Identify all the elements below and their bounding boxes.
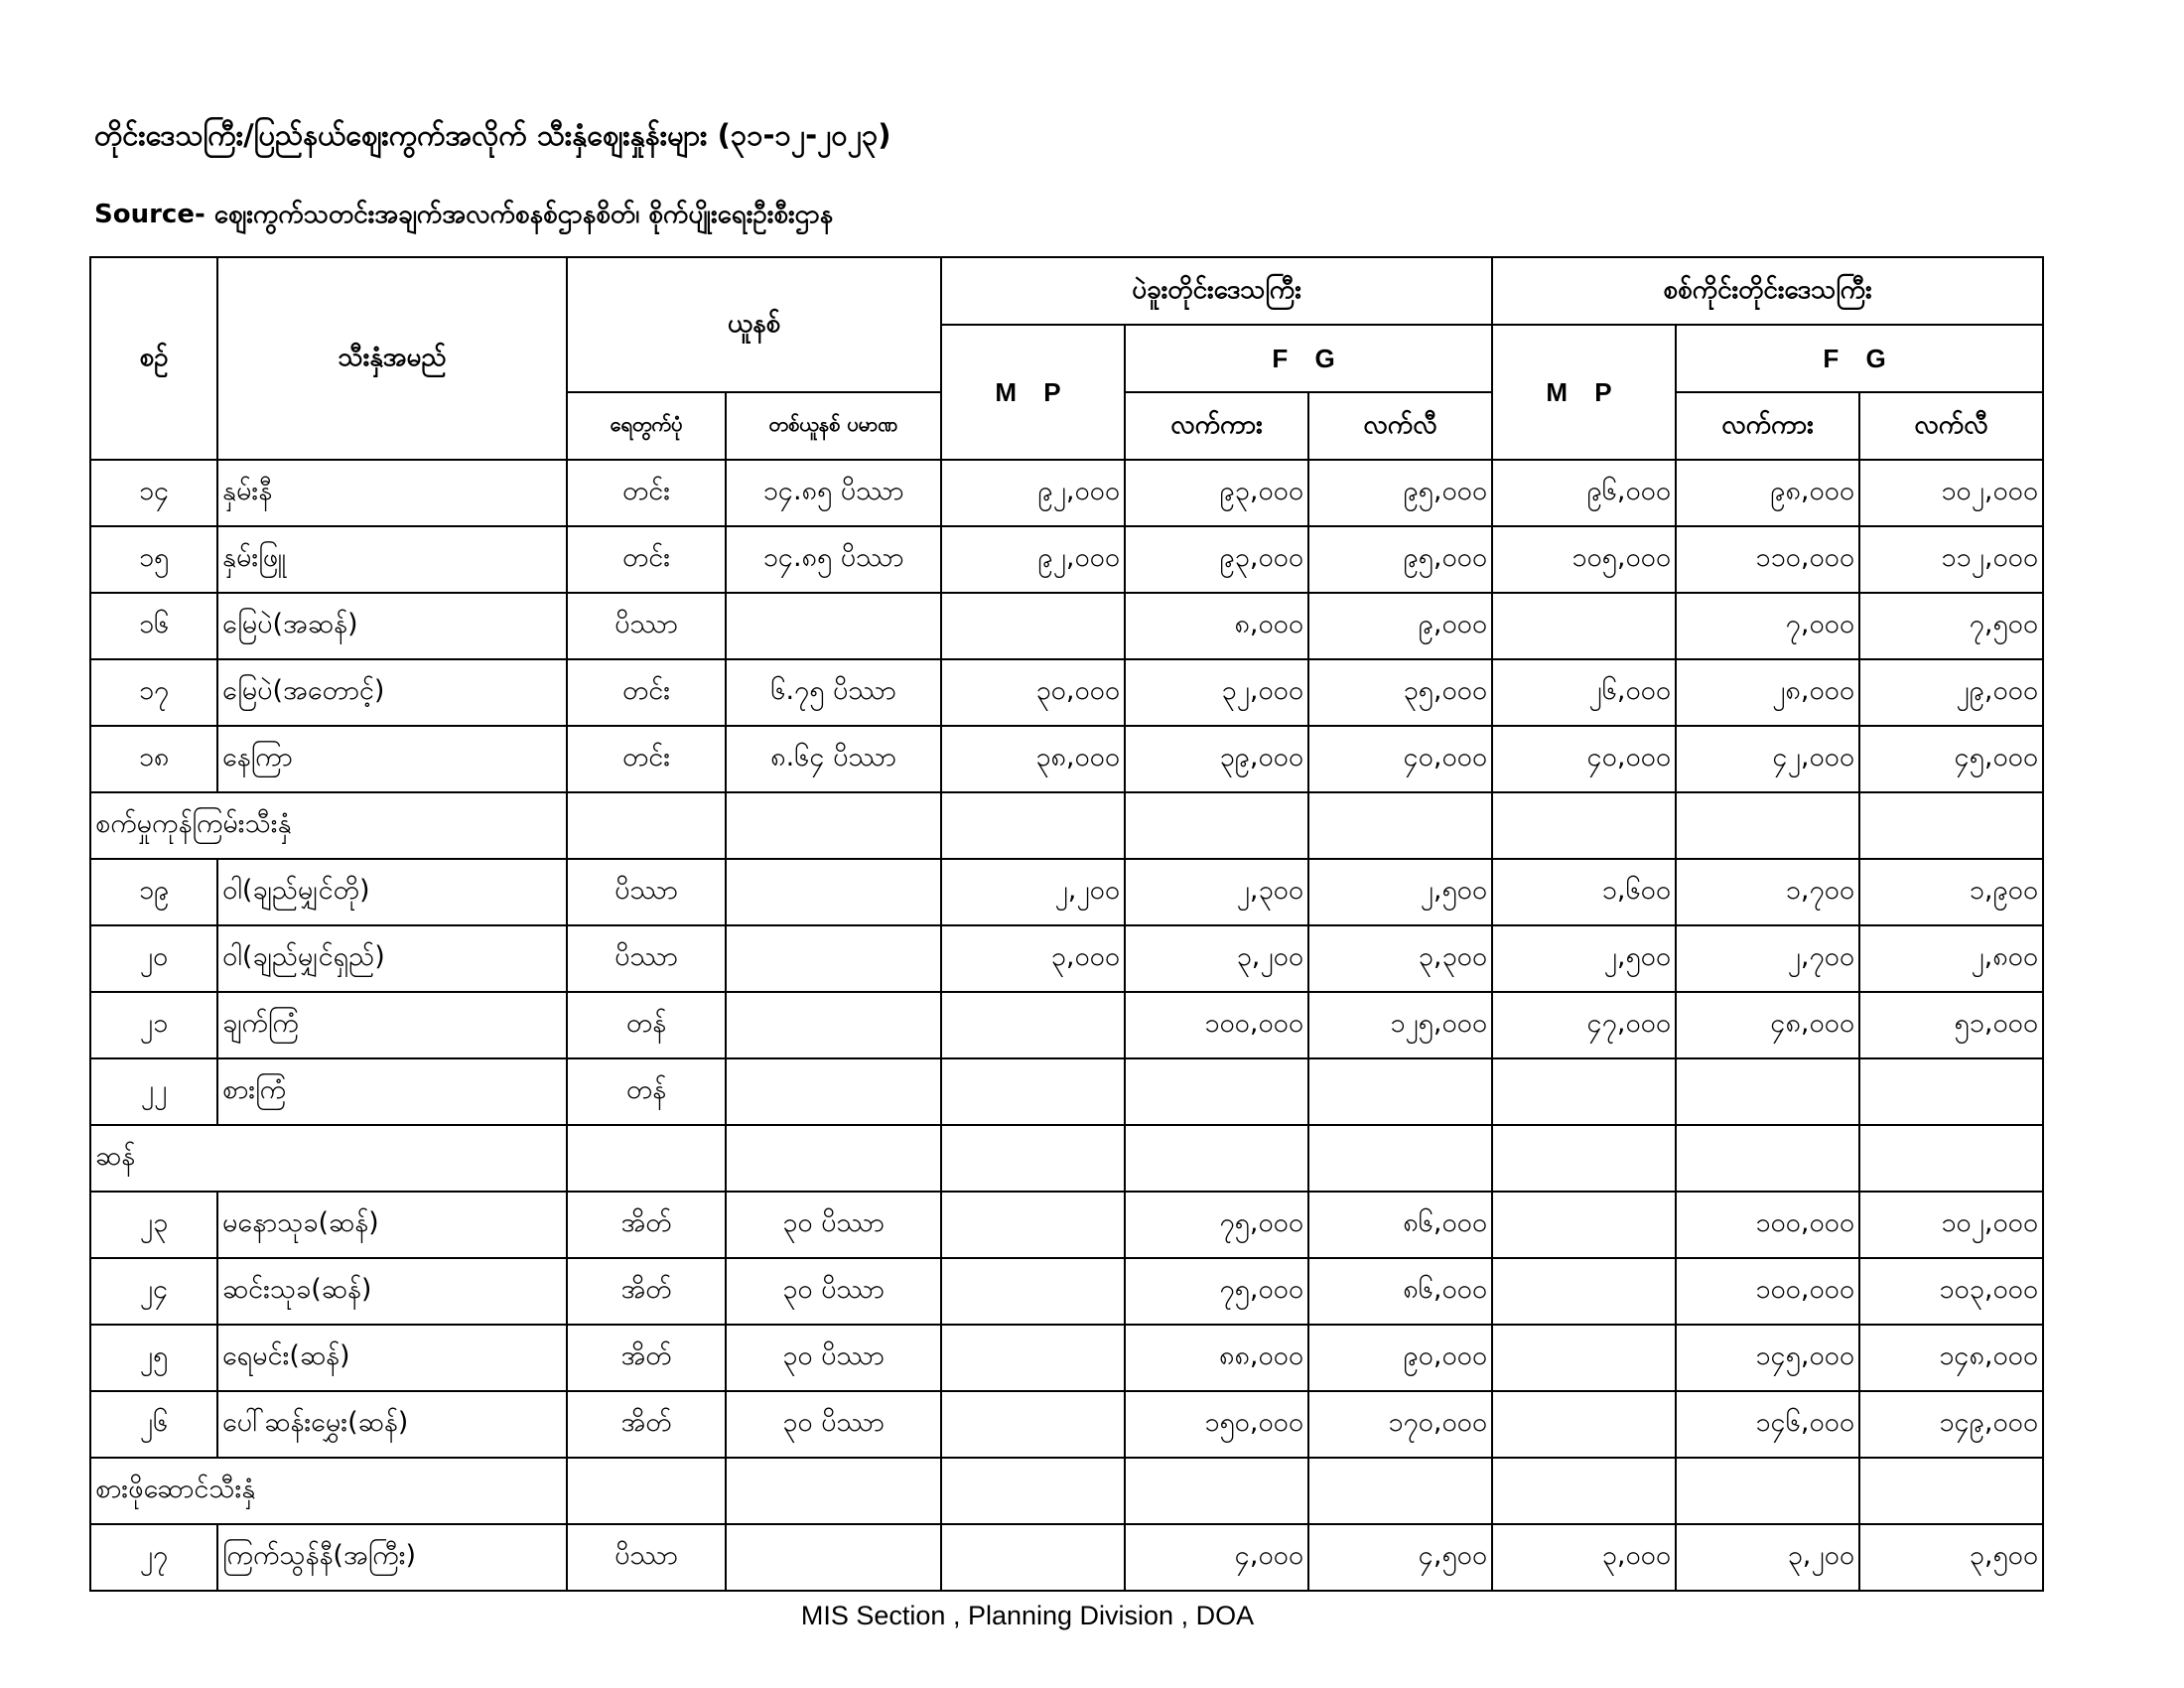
sagaing-mp-price [1492,1192,1676,1258]
section-label: ဆန် [90,1125,567,1192]
row-unit: ပိဿာ [567,1524,726,1591]
bago-retail-price: ၃၅,၀၀၀ [1308,659,1492,726]
header-unit-count: ရေတွက်ပုံ [567,392,726,460]
bago-wholesale-price: ၂,၃၀၀ [1125,859,1308,925]
sagaing-wholesale-price [1676,1058,1859,1125]
table-row [90,593,2043,659]
row-no: ၂၂ [90,1058,217,1125]
row-name: ဝါ(ချည်မျှင်တို) [217,859,567,925]
bago-retail-price: ၁၂၅,၀၀၀ [1308,992,1492,1058]
row-name: စားကြံ [217,1058,567,1125]
bago-retail-price: ၃,၃၀၀ [1308,925,1492,992]
bago-retail-price: ၂,၅၀၀ [1308,859,1492,925]
table-row [90,1524,2043,1591]
sagaing-wholesale-price: ၄၈,၀၀၀ [1676,992,1859,1058]
price-table [89,256,2044,1592]
sagaing-wholesale-price: ၂,၇၀၀ [1676,925,1859,992]
row-name: ပေါ်ဆန်းမွှေး(ဆန်) [217,1391,567,1458]
table-row [90,1391,2043,1458]
table-row [90,460,2043,526]
bago-retail-price: ၈၆,၀၀၀ [1308,1192,1492,1258]
row-no: ၁၉ [90,859,217,925]
row-qty [726,1058,941,1125]
table-row [90,526,2043,593]
table-row [90,925,2043,992]
header-no: စဉ် [90,257,217,460]
sagaing-wholesale-price: ၁၄၆,၀၀၀ [1676,1391,1859,1458]
row-unit: တန် [567,1058,726,1125]
row-name: မြေပဲ(အတောင့်) [217,659,567,726]
bago-mp-price [941,1325,1125,1391]
header-sagaing-wholesale: လက်ကား [1676,392,1859,460]
header-bago-mp: M P [941,325,1125,460]
bago-mp-price [941,1192,1125,1258]
bago-mp-price [941,1058,1125,1125]
page-title: တိုင်းဒေသကြီး/ပြည်နယ်ဈေးကွက်အလိုက် သီးနှံဈေးနှုန်းများ (၃၁-၁၂-၂၀၂၃) [94,118,891,152]
bago-mp-price: ၃၀,၀၀၀ [941,659,1125,726]
row-no: ၁၆ [90,593,217,659]
section-row [90,1125,2043,1192]
row-unit: ပိဿာ [567,593,726,659]
bago-retail-price: ၈၆,၀၀၀ [1308,1258,1492,1325]
sagaing-wholesale-price: ၁,၇၀၀ [1676,859,1859,925]
row-unit: ပိဿာ [567,925,726,992]
bago-retail-price: ၉၅,၀၀၀ [1308,460,1492,526]
section-label: စက်မှုကုန်ကြမ်းသီးနှံ [90,792,567,859]
row-unit: အိတ် [567,1391,726,1458]
bago-wholesale-price [1125,1058,1308,1125]
sagaing-mp-price: ၄၀,၀၀၀ [1492,726,1676,792]
header-unit-measure: တစ်ယူနစ် ပမာဏ [726,392,941,460]
table-row [90,992,2043,1058]
row-unit: ပိဿာ [567,859,726,925]
sagaing-retail-price: ၅၁,၀၀၀ [1859,992,2043,1058]
sagaing-retail-price: ၃,၅၀၀ [1859,1524,2043,1591]
sagaing-mp-price: ၄၇,၀၀၀ [1492,992,1676,1058]
sagaing-mp-price: ၁၀၅,၀၀၀ [1492,526,1676,593]
sagaing-wholesale-price: ၃,၂၀၀ [1676,1524,1859,1591]
header-crop-name: သီးနှံအမည် [217,257,567,460]
row-name: ရေမင်း(ဆန်) [217,1325,567,1391]
row-no: ၂၇ [90,1524,217,1591]
bago-wholesale-price: ၇၅,၀၀၀ [1125,1258,1308,1325]
sagaing-retail-price: ၁၀၂,၀၀၀ [1859,460,2043,526]
row-qty: ၈.၆၄ ပိဿာ [726,726,941,792]
row-unit: အိတ် [567,1325,726,1391]
header-region-sagaing: စစ်ကိုင်းတိုင်းဒေသကြီး [1492,257,2043,325]
sagaing-retail-price: ၁၀၂,၀၀၀ [1859,1192,2043,1258]
sagaing-mp-price [1492,1391,1676,1458]
bago-mp-price: ၉၂,၀၀၀ [941,460,1125,526]
bago-mp-price: ၉၂,၀၀၀ [941,526,1125,593]
row-unit: တင်း [567,460,726,526]
bago-mp-price: ၂,၂၀၀ [941,859,1125,925]
row-qty: ၃၀ ပိဿာ [726,1391,941,1458]
bago-retail-price: ၉၅,၀၀၀ [1308,526,1492,593]
row-name: နှမ်းဖြူ [217,526,567,593]
row-unit: တင်း [567,659,726,726]
row-no: ၁၄ [90,460,217,526]
bago-wholesale-price: ၉၃,၀၀၀ [1125,526,1308,593]
sagaing-wholesale-price: ၁၀၀,၀၀၀ [1676,1258,1859,1325]
row-qty: ၆.၇၅ ပိဿာ [726,659,941,726]
sagaing-mp-price [1492,1258,1676,1325]
header-bago-retail: လက်လီ [1308,392,1492,460]
row-unit: အိတ် [567,1192,726,1258]
bago-wholesale-price: ၈,၀၀၀ [1125,593,1308,659]
sagaing-mp-price [1492,593,1676,659]
row-no: ၂၄ [90,1258,217,1325]
row-qty: ၃၀ ပိဿာ [726,1325,941,1391]
row-no: ၂၁ [90,992,217,1058]
sagaing-mp-price: ၃,၀၀၀ [1492,1524,1676,1591]
bago-mp-price: ၃၈,၀၀၀ [941,726,1125,792]
row-qty: ၃၀ ပိဿာ [726,1192,941,1258]
sagaing-retail-price: ၁၁၂,၀၀၀ [1859,526,2043,593]
row-no: ၂၀ [90,925,217,992]
source-line: Source- ဈေးကွက်သတင်းအချက်အလက်စနစ်ဌာနစိတ်၊ စိုက်ပျိုးရေးဦးစီးဌာန [94,200,834,229]
sagaing-wholesale-price: ၉၈,၀၀၀ [1676,460,1859,526]
bago-mp-price [941,992,1125,1058]
bago-mp-price: ၃,၀၀၀ [941,925,1125,992]
row-no: ၂၃ [90,1192,217,1258]
row-name: ကြက်သွန်နီ(အကြီး) [217,1524,567,1591]
sagaing-wholesale-price: ၂၈,၀၀၀ [1676,659,1859,726]
table-row [90,1192,2043,1258]
table-row [90,859,2043,925]
sagaing-retail-price: ၁၄၈,၀၀၀ [1859,1325,2043,1391]
section-row [90,1458,2043,1524]
sagaing-retail-price [1859,1058,2043,1125]
bago-wholesale-price: ၃၂,၀၀၀ [1125,659,1308,726]
sagaing-retail-price: ၄၅,၀၀၀ [1859,726,2043,792]
row-qty: ၁၄.၈၅ ပိဿာ [726,526,941,593]
row-qty: ၁၄.၈၅ ပိဿာ [726,460,941,526]
sagaing-mp-price: ၂,၅၀၀ [1492,925,1676,992]
row-qty [726,859,941,925]
bago-wholesale-price: ၉၃,၀၀၀ [1125,460,1308,526]
header-sagaing-mp: M P [1492,325,1676,460]
bago-mp-price [941,1258,1125,1325]
table-row [90,1325,2043,1391]
sagaing-retail-price: ၂,၈၀၀ [1859,925,2043,992]
sagaing-wholesale-price: ၄၂,၀၀၀ [1676,726,1859,792]
row-unit: တင်း [567,526,726,593]
bago-wholesale-price: ၃,၂၀၀ [1125,925,1308,992]
header-sagaing-fg: F G [1676,325,2043,392]
section-row [90,792,2043,859]
bago-retail-price: ၉၀,၀၀၀ [1308,1325,1492,1391]
bago-wholesale-price: ၃၉,၀၀၀ [1125,726,1308,792]
bago-wholesale-price: ၄,၀၀၀ [1125,1524,1308,1591]
row-name: မနောသုခ(ဆန်) [217,1192,567,1258]
bago-retail-price [1308,1058,1492,1125]
sagaing-wholesale-price: ၁၁၀,၀၀၀ [1676,526,1859,593]
row-name: ဝါ(ချည်မျှင်ရှည်) [217,925,567,992]
bago-mp-price [941,1391,1125,1458]
table-row [90,1258,2043,1325]
bago-wholesale-price: ၁၀၀,၀၀၀ [1125,992,1308,1058]
sagaing-mp-price: ၉၆,၀၀၀ [1492,460,1676,526]
row-name: ဆင်းသုခ(ဆန်) [217,1258,567,1325]
row-unit: တင်း [567,726,726,792]
row-no: ၁၈ [90,726,217,792]
section-label: စားဖိုဆောင်သီးနှံ [90,1458,567,1524]
sagaing-mp-price: ၂၆,၀၀၀ [1492,659,1676,726]
row-name: မြေပဲ(အဆန်) [217,593,567,659]
bago-wholesale-price: ၇၅,၀၀၀ [1125,1192,1308,1258]
sagaing-wholesale-price: ၁၄၅,၀၀၀ [1676,1325,1859,1391]
row-qty [726,992,941,1058]
bago-mp-price [941,1524,1125,1591]
header-region-bago: ပဲခူးတိုင်းဒေသကြီး [941,257,1492,325]
header-sagaing-retail: လက်လီ [1859,392,2043,460]
sagaing-retail-price: ၂၉,၀၀၀ [1859,659,2043,726]
bago-wholesale-price: ၈၈,၀၀၀ [1125,1325,1308,1391]
sagaing-wholesale-price: ၇,၀၀၀ [1676,593,1859,659]
sagaing-retail-price: ၁၄၉,၀၀၀ [1859,1391,2043,1458]
bago-mp-price [941,593,1125,659]
sagaing-mp-price: ၁,၆၀၀ [1492,859,1676,925]
sagaing-retail-price: ၁,၉၀၀ [1859,859,2043,925]
row-qty: ၃၀ ပိဿာ [726,1258,941,1325]
bago-wholesale-price: ၁၅၀,၀၀၀ [1125,1391,1308,1458]
header-bago-wholesale: လက်ကား [1125,392,1308,460]
row-qty [726,1524,941,1591]
row-name: နှမ်းနီ [217,460,567,526]
sagaing-wholesale-price: ၁၀၀,၀၀၀ [1676,1192,1859,1258]
row-name: ချက်ကြံ [217,992,567,1058]
table-row [90,726,2043,792]
row-unit: တန် [567,992,726,1058]
row-qty [726,593,941,659]
row-no: ၂၅ [90,1325,217,1391]
sagaing-retail-price: ၁၀၃,၀၀၀ [1859,1258,2043,1325]
table-row [90,1058,2043,1125]
row-no: ၂၆ [90,1391,217,1458]
footer-credit: MIS Section , Planning Division , DOA [800,1601,1255,1630]
header-unit: ယူနစ် [567,257,941,392]
row-qty [726,925,941,992]
row-unit: အိတ် [567,1258,726,1325]
bago-retail-price: ၉,၀၀၀ [1308,593,1492,659]
sagaing-mp-price [1492,1058,1676,1125]
row-no: ၁၇ [90,659,217,726]
sagaing-retail-price: ၇,၅၀၀ [1859,593,2043,659]
table-row [90,659,2043,726]
bago-retail-price: ၁၇၀,၀၀၀ [1308,1391,1492,1458]
row-no: ၁၅ [90,526,217,593]
row-name: နေကြာ [217,726,567,792]
bago-retail-price: ၄,၅၀၀ [1308,1524,1492,1591]
sagaing-mp-price [1492,1325,1676,1391]
header-bago-fg: F G [1125,325,1492,392]
bago-retail-price: ၄၀,၀၀၀ [1308,726,1492,792]
